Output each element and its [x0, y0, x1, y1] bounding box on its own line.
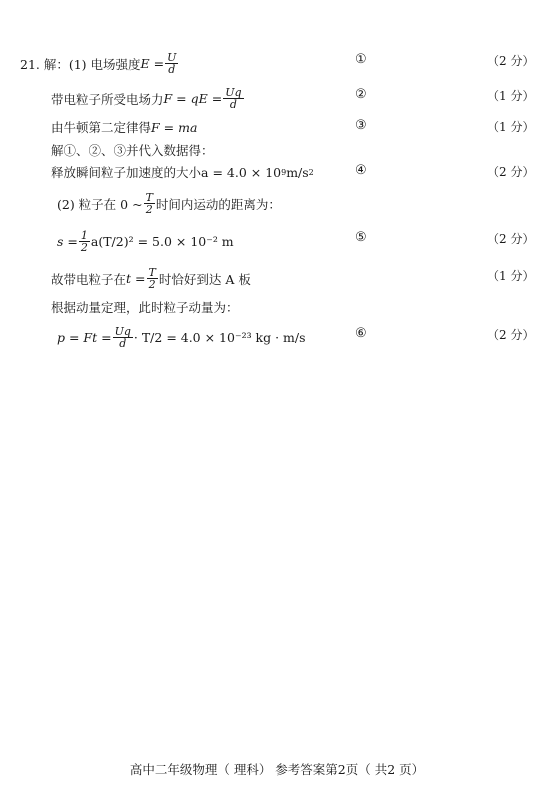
step-marker: ⑥ [355, 326, 367, 341]
fraction [145, 192, 154, 215]
numerator: 1 [80, 229, 88, 242]
denominator: d [168, 63, 176, 76]
score: （2 分） [487, 232, 535, 246]
line-text: 21. 解：(1) 电场强度 [20, 56, 141, 72]
formula: a = 4.0 × 10 [201, 164, 282, 180]
line-text: 故带电粒子在 [51, 271, 127, 287]
answer-line-6 [0, 192, 554, 216]
answer-line-10 [0, 326, 554, 350]
denominator: d [229, 98, 237, 111]
numerator: T [148, 266, 156, 279]
line-text: 释放瞬间粒子加速度的大小 [51, 165, 202, 180]
fraction [148, 267, 157, 290]
score: （2 分） [487, 54, 535, 68]
numerator: U [167, 51, 177, 64]
fraction [224, 87, 242, 110]
exponent: 9 [281, 167, 287, 177]
line-text: 解①、②、③并代入数据得： [51, 143, 214, 158]
formula: E = [140, 56, 165, 71]
answer-line-2 [0, 87, 554, 111]
numerator: Uq [225, 86, 242, 99]
step-marker: ① [355, 52, 367, 67]
answer-line-5 [0, 163, 554, 187]
score: （1 分） [487, 89, 535, 103]
formula-end: a(T/2)² = 5.0 × 10⁻² m [90, 234, 234, 249]
fraction [166, 52, 177, 75]
score: （1 分） [487, 120, 535, 134]
formula: F = qE = [163, 91, 223, 106]
answer-line-3 [0, 118, 554, 142]
score: （1 分） [487, 269, 535, 283]
answer-line-1 [0, 52, 554, 76]
denominator: 2 [80, 241, 88, 254]
denominator: 2 [148, 278, 156, 291]
answer-line-9 [0, 298, 554, 322]
formula: p = Ft = [57, 330, 112, 345]
answer-line-8 [0, 267, 554, 291]
formula: F = ma [151, 119, 198, 135]
unit-exponent: 2 [308, 167, 314, 177]
line-text-end: 时间内运动的距离为： [155, 196, 281, 212]
fraction [80, 230, 89, 253]
page-footer: 高中二年级物理（ 理科） 参考答案第2页（ 共2 页） [129, 762, 425, 777]
line-text: 由牛顿第二定律得 [51, 120, 152, 135]
formula: s = [57, 234, 78, 249]
score: （2 分） [487, 165, 535, 179]
score: （2 分） [487, 328, 535, 342]
answer-line-4 [0, 141, 554, 165]
line-text: (2) 粒子在 0 ~ [57, 196, 143, 212]
numerator: Uq [114, 325, 131, 338]
numerator: T [145, 191, 153, 204]
fraction [114, 326, 132, 349]
line-text: 带电粒子所受电场力 [51, 91, 164, 107]
step-marker: ⑤ [355, 230, 367, 245]
denominator: 2 [145, 203, 153, 216]
line-text-end: 时恰好到达 A 板 [158, 271, 251, 287]
formula: t = [126, 271, 146, 286]
line-text: 根据动量定理，此时粒子动量为： [51, 300, 239, 315]
denominator: d [119, 337, 127, 350]
formula-end: · T/2 = 4.0 × 10⁻²³ kg · m/s [133, 330, 306, 345]
unit: m/s [286, 164, 309, 180]
step-marker: ② [355, 87, 367, 102]
answer-line-7 [0, 230, 554, 254]
step-marker: ④ [355, 163, 367, 178]
step-marker: ③ [355, 118, 367, 133]
